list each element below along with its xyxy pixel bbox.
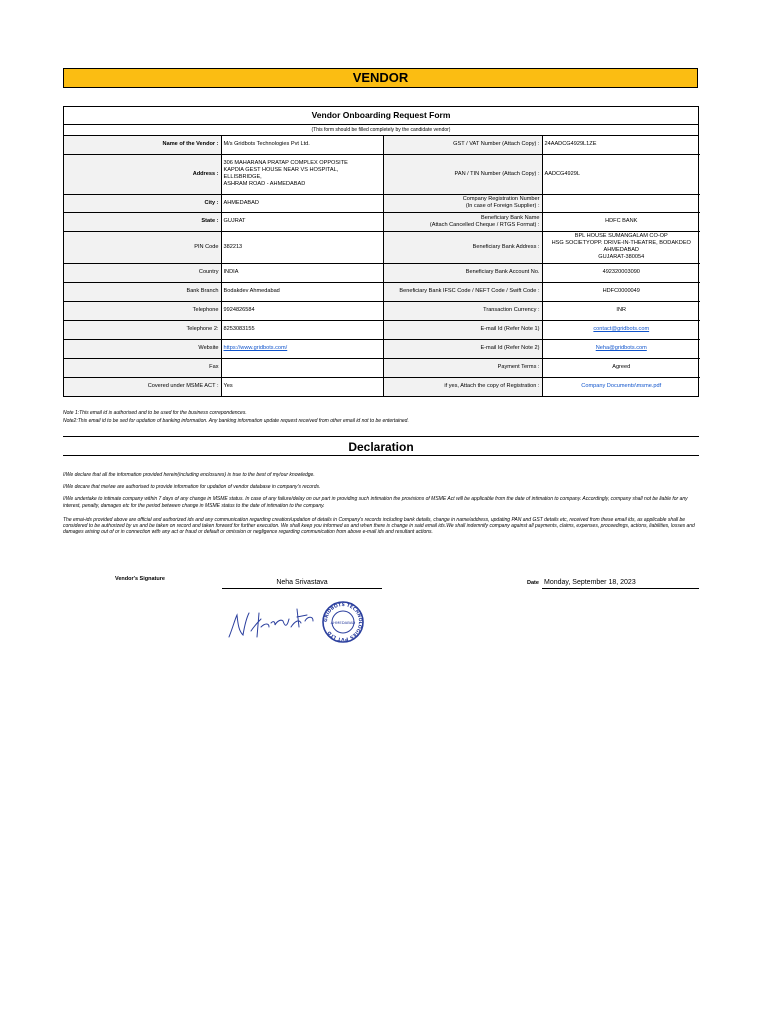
gst-label: GST / VAT Number (Attach Copy) :: [383, 136, 542, 154]
city-value: AHMEDABAD: [221, 194, 383, 212]
currency-label: Transaction Currency :: [383, 301, 542, 320]
city-label: City :: [64, 194, 221, 212]
email2-cell: [542, 339, 700, 358]
email2-link[interactable]: Neha@gridbots.com: [595, 345, 647, 351]
stamp-ring-text: GRIDBOTS TECHNOLOGIES PVT LTD: [323, 602, 363, 642]
form-row: [64, 301, 700, 320]
bank-address-line: HSG SOCIETYOPP. DRIVE-IN-THEATRE, BODAKDEO: [551, 240, 691, 246]
declaration-paragraph: I/We declare that all the information provided herein(including enclosures) is true to the best of my/our knowledge.: [63, 472, 315, 478]
telephone-value: 9924826584: [221, 301, 383, 320]
website-link[interactable]: https://www.gridbots.com/: [223, 345, 288, 351]
fax-label: Fax: [64, 358, 221, 377]
form-note: (This form should be filled completely by the candidate vendor): [64, 125, 698, 136]
form-row: [64, 282, 700, 301]
pin-value: 382213: [221, 231, 383, 263]
msme-copy-link[interactable]: Company Documents\msme.pdf: [581, 383, 662, 390]
address-value: [221, 154, 383, 194]
declaration-paragraph: I/We decare that me/we are authorised to provide information for updation of vendor database in company's records.: [63, 484, 321, 491]
form-row: [64, 263, 700, 282]
bank-name-value: HDFC BANK: [542, 212, 700, 231]
email1-link[interactable]: contact@gridbots.com: [593, 326, 650, 332]
account-value: 492320003090: [542, 263, 700, 282]
vendor-header: VENDOR: [63, 68, 698, 88]
declaration-paragraph: I/We undertake to intimate company within 7 days of any change in MSME status. In case of any failure/delay on our part in providing such intimation the provisions of MSME Act will be applicable from the date of intimation to company. Accordingly, company shall not be liable for any interest, penalty, damages etc for the period between change in MSME status to the date of intimation to the company.: [63, 496, 688, 509]
msme-copy-cell: [542, 377, 700, 396]
bank-address-line: GUJARAT-380054: [598, 254, 645, 260]
form-row: [64, 136, 700, 154]
date-value: Monday, September 18, 2023: [542, 578, 699, 589]
form-row: [64, 377, 700, 396]
company-stamp: [323, 602, 363, 642]
email1-cell: [542, 320, 700, 339]
signature-and-stamp-image: [225, 597, 375, 647]
payment-terms-value: Agreed: [542, 358, 700, 377]
account-label: Beneficiary Bank Account No.: [383, 263, 542, 282]
website-label: Website: [64, 339, 221, 358]
declaration-paragraph: The emai-ids provided above are official and authorized ids and any communication regarding creation/updation of details in Company's records including bank details, change in name/address, updating PAN and GST details etc, received from these email ids, as applicable shall be considered to be authorized by us and be taken on record and taken forward for further execution. We shall keep you informed as and when there is change in said email ids.We shall indemnify company against all payments, claims, expenses, proceedings, actions, liabilities, losses and damages arising out of or in connection with any act or fraud or default or omission or negligence regarding communication from above e-mail ids and resultant actions.: [63, 516, 695, 536]
vendor-signature-label: Vendor's Signature: [115, 576, 165, 582]
vendor-name-label: Name of the Vendor :: [64, 136, 221, 154]
pin-label: PIN Code: [64, 231, 221, 263]
form-row: [64, 154, 700, 194]
company-reg-label-line: (In case of Foreign Supplier) :: [465, 203, 540, 209]
bank-address-line: AHMEDABAD: [603, 247, 639, 253]
email2-label: E-mail Id (Refer Note 2): [383, 339, 542, 358]
telephone-label: Telephone: [64, 301, 221, 320]
form-row: [64, 194, 700, 212]
company-reg-label: [383, 194, 542, 212]
stamp-city: AHMEDABAD: [330, 620, 356, 625]
country-label: Country: [64, 263, 221, 282]
address-line: ELLISBRIDGE,: [223, 174, 262, 180]
vendor-onboarding-form: [63, 106, 699, 397]
form-title: Vendor Onboarding Request Form: [64, 107, 698, 125]
company-reg-label-line: Company Registration Number: [462, 196, 540, 202]
country-value: INDIA: [221, 263, 383, 282]
bank-address-value: [542, 231, 700, 263]
msme-value: Yes: [221, 377, 383, 396]
address-label: Address :: [64, 154, 221, 194]
form-row: [64, 320, 700, 339]
currency-value: INR: [542, 301, 700, 320]
form-row: [64, 231, 700, 263]
branch-label: Bank Branch: [64, 282, 221, 301]
bank-address-label: Beneficiary Bank Address :: [383, 231, 542, 263]
email1-label: E-mail Id (Refer Note 1): [383, 320, 542, 339]
address-line: ASHRAM ROAD - AHMEDABAD: [223, 181, 306, 187]
bank-name-label: [383, 212, 542, 231]
note-1: Note 1:This email id is authorised and to be used for the business correpondences.: [63, 410, 247, 416]
telephone2-label: Telephone 2:: [64, 320, 221, 339]
bank-address-line: BPL HOUSE SUMANGALAM CO-OP: [574, 233, 668, 239]
msme-copy-label: if yes, Attach the copy of Registration :: [383, 377, 542, 396]
vendor-name-value: M/s Gridbots Technologies Pvt Ltd.: [221, 136, 383, 154]
pan-label: PAN / TIN Number (Attach Copy) :: [383, 154, 542, 194]
form-table: [64, 136, 700, 396]
bank-name-label-line: (Attach Cancelled Cheque / RTGS Format) :: [429, 221, 540, 228]
telephone2-value: 8253083155: [221, 320, 383, 339]
msme-label: Covered under MSME ACT :: [64, 377, 221, 396]
form-row: [64, 358, 700, 377]
signatory-name: Neha Srivastava: [222, 578, 382, 589]
company-reg-value: [542, 194, 700, 212]
state-label: State :: [64, 212, 221, 231]
form-notes: [63, 409, 409, 426]
address-line: KAPDIA GEST HOUSE NEAR VS HOSPITAL,: [223, 167, 339, 173]
branch-value: Bodakdev Ahmedabad: [221, 282, 383, 301]
date-label: Date: [527, 580, 539, 586]
fax-value: [221, 358, 383, 377]
declaration-body: [63, 472, 703, 539]
address-line: 306 MAHARANA PRATAP COMPLEX OPPOSITE: [223, 160, 348, 166]
gst-value: 24AADCG4929L1ZE: [542, 136, 700, 154]
website-cell: [221, 339, 383, 358]
bank-name-label-line: Beneficiary Bank Name: [481, 214, 540, 221]
ifsc-value: HDFC0000049: [542, 282, 700, 301]
declaration-title: Declaration: [63, 436, 699, 456]
form-row: [64, 339, 700, 358]
state-value: GUJRAT: [221, 212, 383, 231]
form-row: [64, 212, 700, 231]
note-2: Note2:This email id to be sed for updation of banking information. Any banking information update request received from other email id not to be entertained.: [63, 418, 409, 424]
pan-value: AADCG4929L: [542, 154, 700, 194]
ifsc-label: Beneficiary Bank IFSC Code / NEFT Code / Swift Code :: [383, 282, 542, 301]
payment-terms-label: Payment Terms :: [383, 358, 542, 377]
handwritten-signature: [229, 609, 313, 637]
